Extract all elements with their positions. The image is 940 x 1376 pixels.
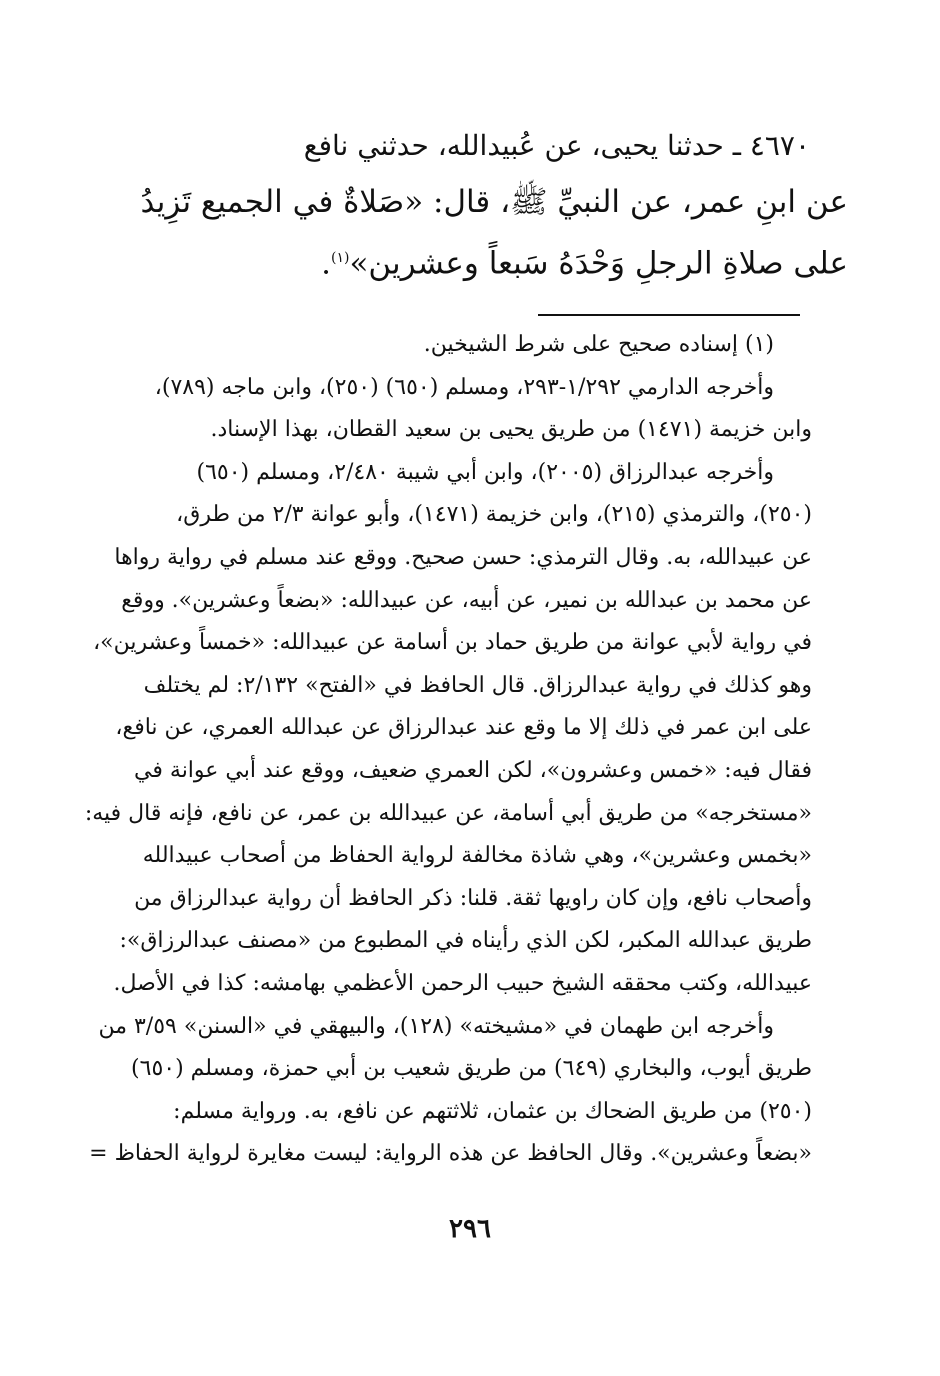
footnote-line: (٢٥٠)، والترمذي (٢١٥)، وابن خزيمة (١٤٧١)، وأبو عوانة ٢/٣ من طرق، — [176, 502, 812, 528]
footnote-separator — [538, 314, 800, 316]
footnote-line: «بخمس وعشرين»، وهي شاذة مخالفة لرواية الحفاظ من أصحاب عبيدالله — [142, 843, 812, 869]
footnote-line: وأخرجه ابن طهمان في «مشيخته» (١٢٨)، والبيهقي في «السنن» ٣/٥٩ من — [98, 1013, 774, 1039]
footnote-reference: (١) — [331, 250, 350, 266]
footnote-line: فقال فيه: «خمس وعشرون»، لكن العمري ضعيف، ووقع عند أبي عوانة في — [134, 757, 812, 783]
footnote-line: وأخرجه عبدالرزاق (٢٠٠٥)، وابن أبي شيبة ٢/٤٨٠، ومسلم (٦٥٠) — [196, 459, 774, 485]
footnote-line: (١) إسناده صحيح على شرط الشيخين. — [423, 332, 774, 357]
hadith-text — [120, 118, 848, 291]
footnote-line: وأصحاب نافع، وإن كان راويها ثقة. قلنا: ذكر الحافظ أن رواية عبدالرزاق من — [134, 885, 812, 911]
footnote-line: في رواية لأبي عوانة من طريق حماد بن أسامة عن عبيدالله: «خمساً وعشرين»، — [93, 630, 812, 656]
footnote-block — [84, 324, 812, 1176]
footnote-line: عن عبيدالله، به. وقال الترمذي: حسن صحيح. ووقع عند مسلم في رواية رواها — [114, 544, 812, 570]
hadith-line-2: عن ابنِ عمر، عن النبيِّ ﷺ، قال: «صَلاةٌ في الجميع تَزِيدُ — [140, 184, 848, 220]
page-number: ٢٩٦ — [449, 1214, 491, 1244]
footnote-line: وابن خزيمة (١٤٧١) من طريق يحيى بن سعيد القطان، بهذا الإسناد. — [210, 417, 812, 443]
footnote-line: عبيدالله، وكتب محققه الشيخ حبيب الرحمن الأعظمي بهامشه: كذا في الأصل. — [113, 970, 812, 996]
footnote-line: طريق أيوب، والبخاري (٦٤٩) من طريق شعيب بن أبي حمزة، ومسلم (٦٥٠) — [131, 1056, 812, 1082]
hadith-line-3 — [120, 230, 848, 291]
footnote-line: وأخرجه الدارمي ١/٢٩٢-٢٩٣، ومسلم (٦٥٠) (٢٥٠)، وابن ماجه (٧٨٩)، — [154, 374, 774, 400]
footnote-line: على ابن عمر في ذلك إلا ما وقع عند عبدالرزاق عن عبدالله العمري، عن نافع، — [115, 715, 812, 741]
hadith-line-1: ٤٦٧٠ ـ حدثنا يحيى، عن عُبيدالله، حدثني نافع — [303, 129, 810, 162]
footnote-line: وهو كذلك في رواية عبدالرزاق. قال الحافظ في «الفتح» ٢/١٣٢: لم يختلف — [143, 672, 812, 698]
footnote-line: «بضعاً وعشرين». وقال الحافظ عن هذه الرواية: ليست مغايرة لرواية الحفاظ = — [89, 1141, 812, 1167]
footnote-line: عن محمد بن عبدالله بن نمير، عن أبيه، عن عبيدالله: «بضعاً وعشرين». ووقع — [121, 587, 812, 613]
footnote-line: طريق عبدالله المكبر، لكن الذي رأيناه في المطبوع من «مصنف عبدالرزاق»: — [119, 928, 812, 954]
footnote-line: (٢٥٠) من طريق الضحاك بن عثمان، ثلاثتهم عن نافع، به. ورواية مسلم: — [173, 1098, 812, 1124]
footnote-line: «مستخرجه» من طريق أبي أسامة، عن عبيدالله بن عمر، عن نافع، فإنه قال فيه: — [84, 800, 812, 826]
hadith-line-3-text: على صلاةِ الرجلِ وَحْدَهُ سَبعاً وعشرين» — [349, 245, 848, 282]
hadith-line-3-end: . — [321, 245, 331, 282]
